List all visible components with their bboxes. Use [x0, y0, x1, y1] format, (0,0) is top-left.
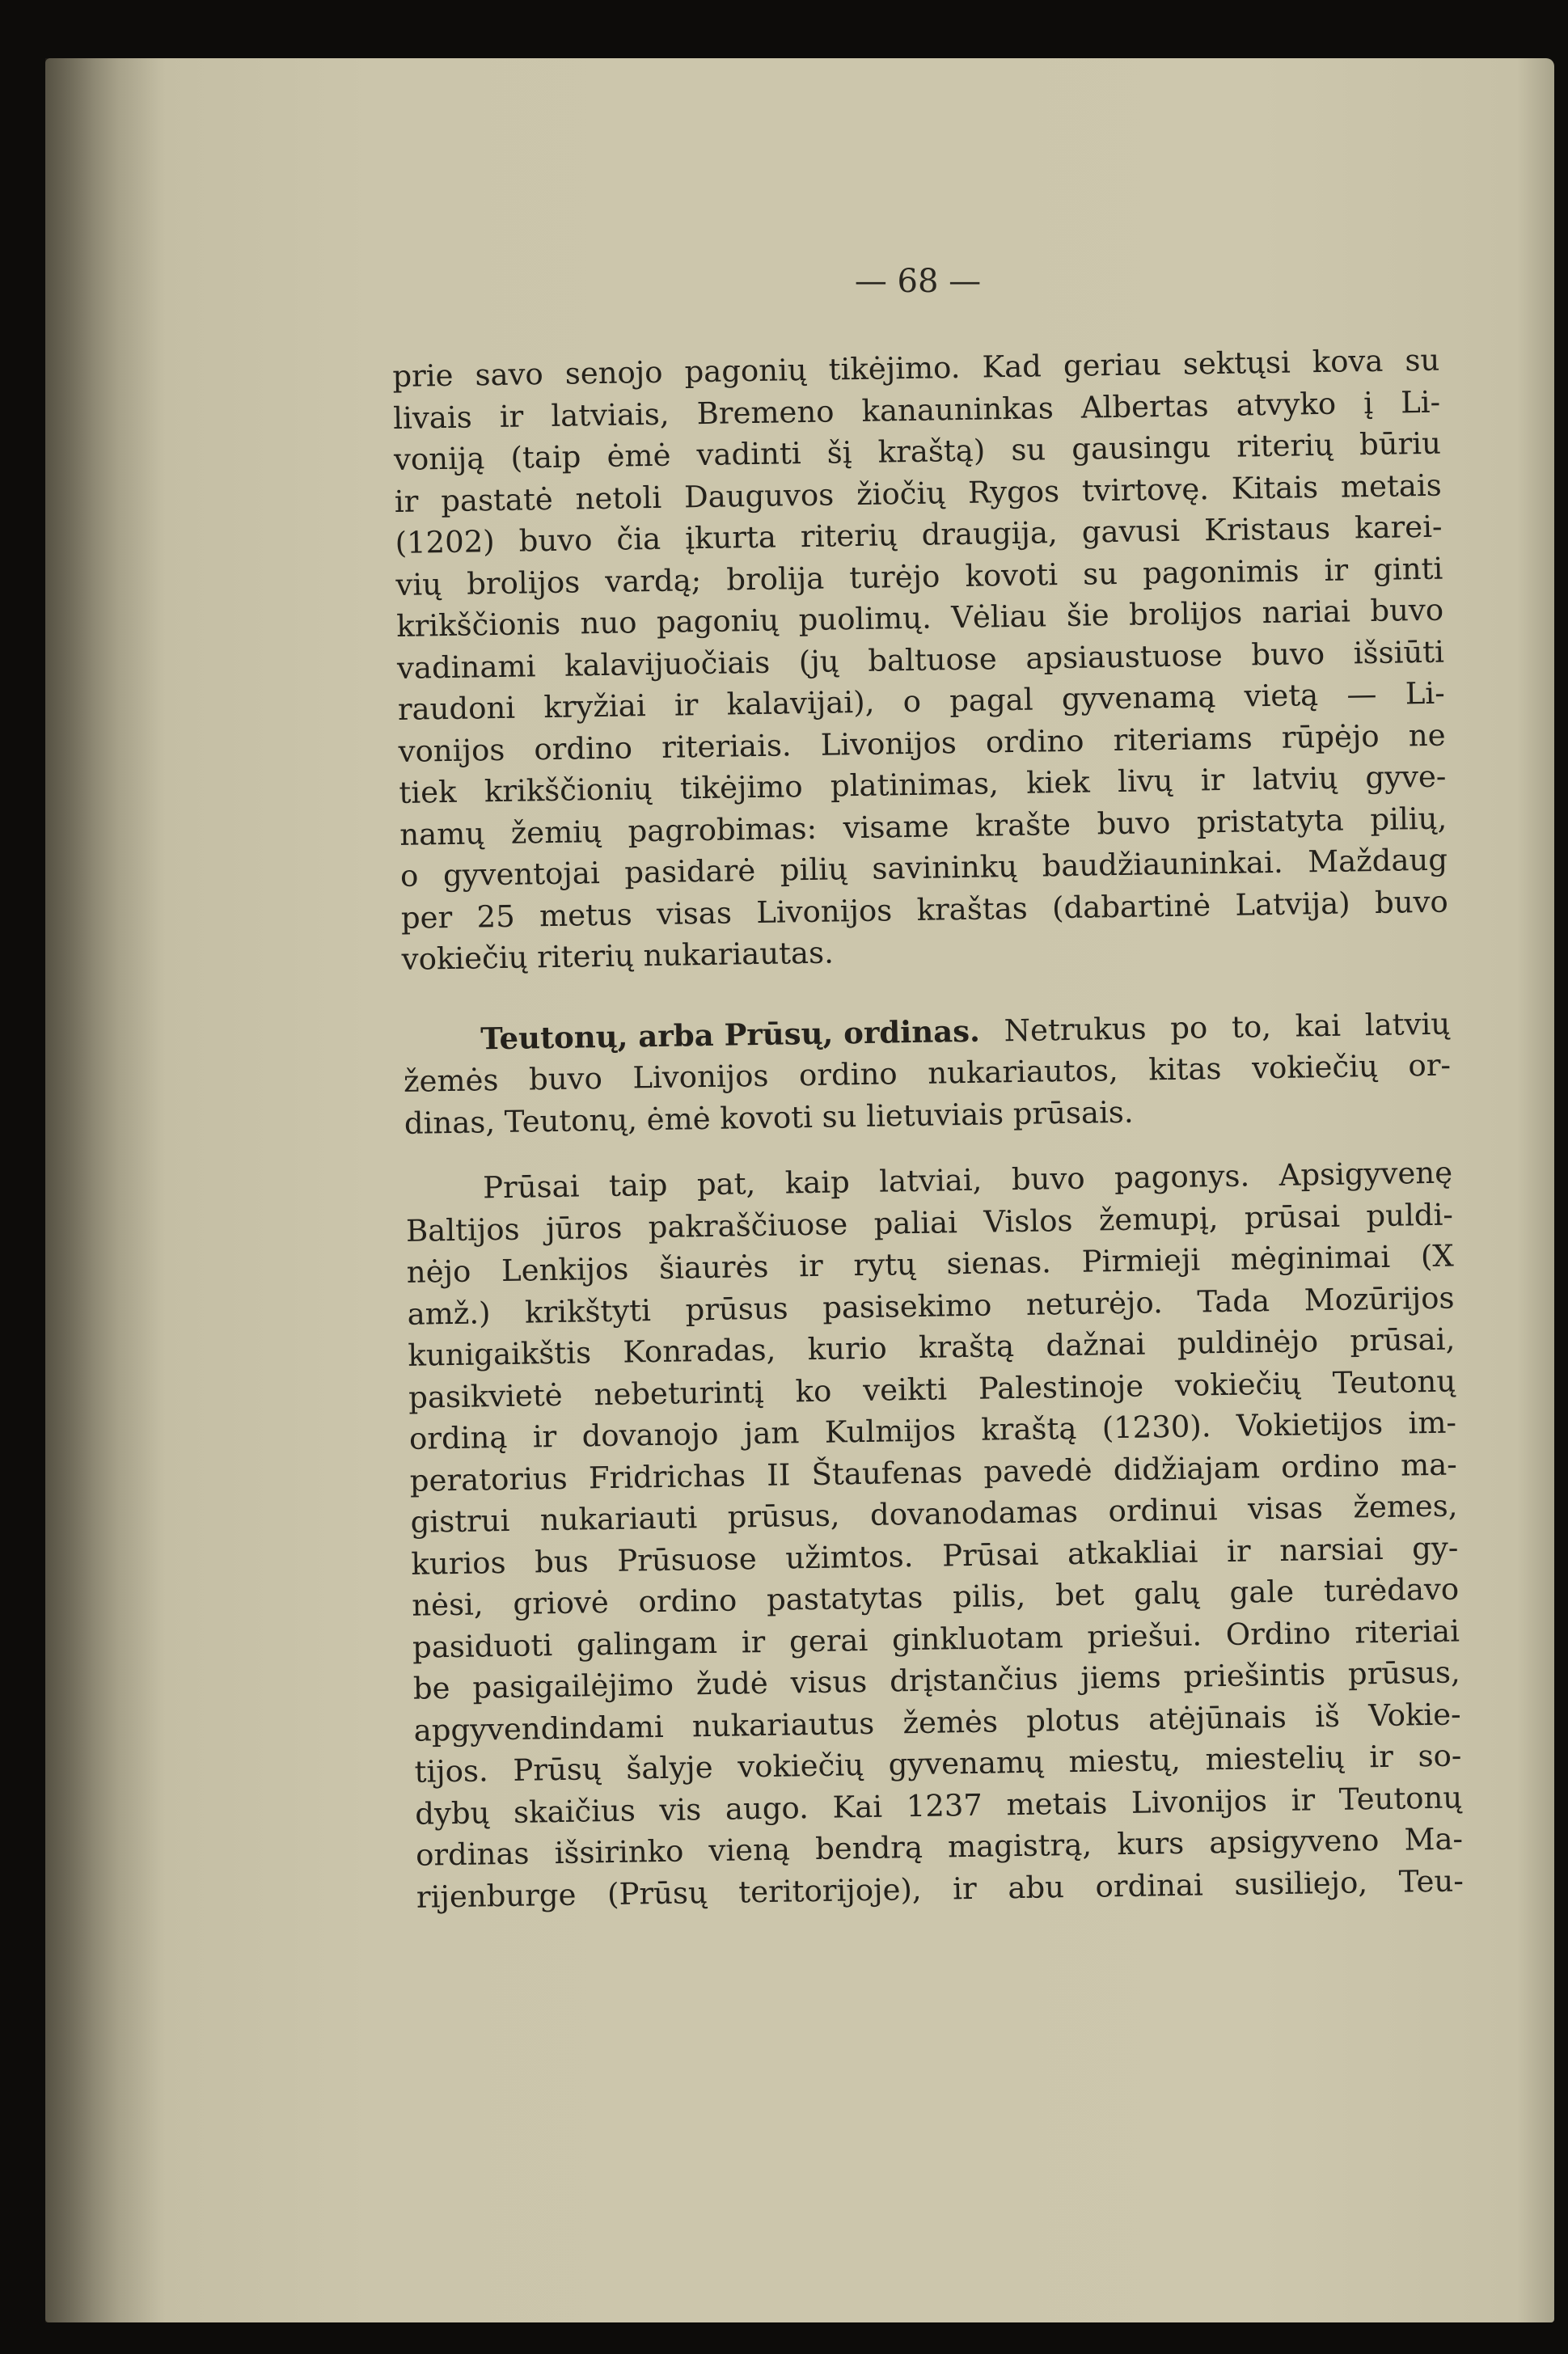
text-line: vokiečių riterių nukariautas.: [401, 935, 835, 977]
text-line: namų žemių pagrobimas: visame krašte buvo pristatyta pilių,: [399, 801, 1448, 852]
text-line: dinas, Teutonų, ėmė kovoti su lietuviais prūsais.: [404, 1094, 1134, 1141]
text-line: krikščionis nuo pagonių puolimų. Vėliau šie brolijos nariai buvo: [395, 592, 1444, 644]
text-line: be pasigailėjimo žudė visus drįstančius jiems priešintis prūsus,: [412, 1655, 1461, 1706]
text-line: gistrui nukariauti prūsus, dovanodamas ordinui visas žemes,: [410, 1488, 1458, 1540]
text-line: vių brolijos vardą; brolija turėjo kovoti su pagonimis ir ginti: [395, 551, 1443, 602]
text-line: raudoni kryžiai ir kalavijai), o pagal gyvenamą vietą — Li-: [397, 675, 1446, 727]
text-line: ordinas išsirinko vieną bendrą magistrą, kurs apsigyveno Ma-: [415, 1821, 1464, 1873]
paragraph: [403, 1003, 1452, 1144]
text-line: livais ir latviais, Bremeno kanauninkas Albertas atvyko į Li-: [392, 384, 1441, 436]
paragraph: [405, 1152, 1464, 1918]
paragraph: [392, 340, 1449, 981]
page-gutter-shadow: [45, 58, 167, 2322]
text-line: kurios bus Prūsuose užimtos. Prūsai atkakliai ir narsiai gy-: [411, 1529, 1459, 1582]
text-line: nėsi, griovė ordino pastatytas pilis, bet galų gale turėdavo: [411, 1571, 1460, 1623]
text-line: ir pastatė netoli Dauguvos žiočių Rygos tvirtovę. Kitais metais: [394, 467, 1443, 519]
text-line: tiek krikščionių tikėjimo platinimas, kiek livų ir latvių gyve-: [399, 759, 1447, 810]
text-line: kunigaikštis Konradas, kurio kraštą dažnai puldinėjo prūsai,: [408, 1321, 1456, 1373]
text-line: amž.) krikštyti prūsus pasisekimo neturėjo. Tada Mozūrijos: [407, 1280, 1455, 1332]
section-heading: Teutonų, arba Prūsų, ordinas.: [480, 1012, 981, 1056]
text-line-rest: Netrukus po to, kai latvių: [979, 1006, 1451, 1049]
text-line: pasiduoti galingam ir gerai ginkluotam priešui. Ordino riteriai: [412, 1612, 1460, 1665]
text-line: vadinami kalavijuočiais (jų baltuose apsiaustuose buvo išsiūti: [396, 634, 1445, 686]
text-line: prie savo senojo pagonių tikėjimo. Kad geriau sektųsi kova su: [392, 342, 1440, 394]
page-number: — 68 —: [854, 263, 982, 300]
text-line: nėjo Lenkijos šiaurės ir rytų sienas. Pirmieji mėginimai (X: [406, 1238, 1454, 1290]
text-line: dybų skaičius vis augo. Kai 1237 metais Livonijos ir Teutonų: [414, 1779, 1463, 1832]
text-line: Baltijos jūros pakraščiuose paliai Vislos žemupį, prūsai puldi-: [405, 1197, 1454, 1249]
text-line: žemės buvo Livonijos ordino nukariautos, kitas vokiečių or-: [403, 1047, 1452, 1099]
text-line: o gyventojai pasidarė pilių savininkų baudžiauninkai. Maždaug: [399, 842, 1448, 894]
text-line: (1202) buvo čia įkurta riterių draugija, gavusi Kristaus karei-: [395, 509, 1443, 560]
text-line: ordiną ir dovanojo jam Kulmijos kraštą (1230). Vokietijos im-: [408, 1405, 1457, 1456]
text-line: tijos. Prūsų šalyje vokiečių gyvenamų miestų, miestelių ir so-: [414, 1738, 1462, 1790]
text-line: pasikvietė nebeturintį ko veikti Palestinoje vokiečių Teutonų: [408, 1363, 1456, 1415]
text-line: Prūsai taip pat, kaip latviai, buvo pagonys. Apsigyvenę: [482, 1155, 1453, 1206]
text-line: peratorius Fridrichas II Štaufenas pavedė didžiajam ordino ma-: [409, 1446, 1458, 1498]
text-line: voniją (taip ėmė vadinti šį kraštą) su gausingu riterių būriu: [393, 425, 1442, 477]
text-line: per 25 metus visas Livonijos kraštas (dabartinė Latvija) buvo: [400, 884, 1449, 936]
text-line: vonijos ordino riteriais. Livonijos ordino riteriams rūpėjo ne: [398, 717, 1446, 769]
body-text: [392, 340, 1464, 1918]
text-line: apgyvendindami nukariautus žemės plotus atėjūnais iš Vokie-: [413, 1696, 1461, 1748]
text-line: rijenburge (Prūsų teritorijoje), ir abu ordinai susiliejo, Teu-: [416, 1862, 1464, 1915]
